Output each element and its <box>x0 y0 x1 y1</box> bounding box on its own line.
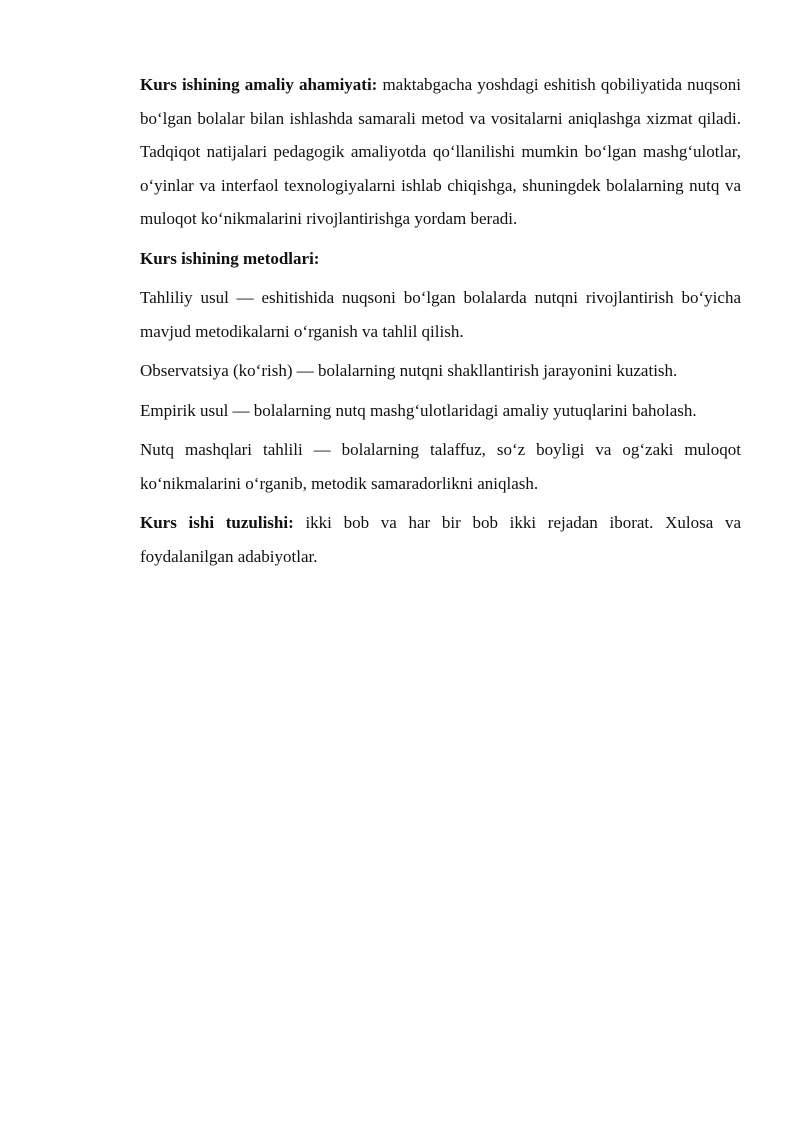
methods-heading: Kurs ishining metodlari: <box>140 248 320 268</box>
practical-significance-text: maktabgacha yoshdagi eshitish qobiliyatida nuqsoni bo‘lgan bolalar bilan ishlashda samarali metod va vositalarni aniqlashga xizmat qiladi. Tadqiqot natijalari pedagogik amaliyotda qo‘llanilishi mumkin bo‘lgan mashg‘ulotlar, o‘yinlar va interfaol texnologiyalarni ishlab chiqishga, shuningdek bolalarning nutq va muloqot ko‘nikmalarini rivojlantirishga yordam beradi. <box>140 75 741 228</box>
structure-text: ikki bob va har bir bob ikki rejadan iborat. Xulosa va foydalanilgan adabiyotlar. <box>140 513 741 566</box>
structure-label: Kurs ishi tuzulishi: <box>140 513 294 532</box>
practical-significance-label: Kurs ishining amaliy ahamiyati: <box>140 75 378 94</box>
method-item-analytical: Tahliliy usul — eshitishida nuqsoni bo‘lgan bolalarda nutqni rivojlantirish bo‘yicha mavjud metodikalarni o‘rganish va tahlil qilish. <box>140 288 741 341</box>
method-item-speech-exercises: Nutq mashqlari tahlili — bolalarning talaffuz, so‘z boyligi va og‘zaki muloqot ko‘nikmalarini o‘rganib, metodik samaradorlikni aniqlash. <box>140 440 741 493</box>
method-item-empirical: Empirik usul — bolalarning nutq mashg‘ulotlaridagi amaliy yutuqlarini baholash. <box>140 400 697 420</box>
practical-significance-paragraph <box>140 68 741 236</box>
structure-paragraph <box>140 506 741 573</box>
method-item-observation: Observatsiya (ko‘rish) — bolalarning nutqni shakllantirish jarayonini kuzatish. <box>140 361 678 380</box>
document-page <box>140 68 741 579</box>
